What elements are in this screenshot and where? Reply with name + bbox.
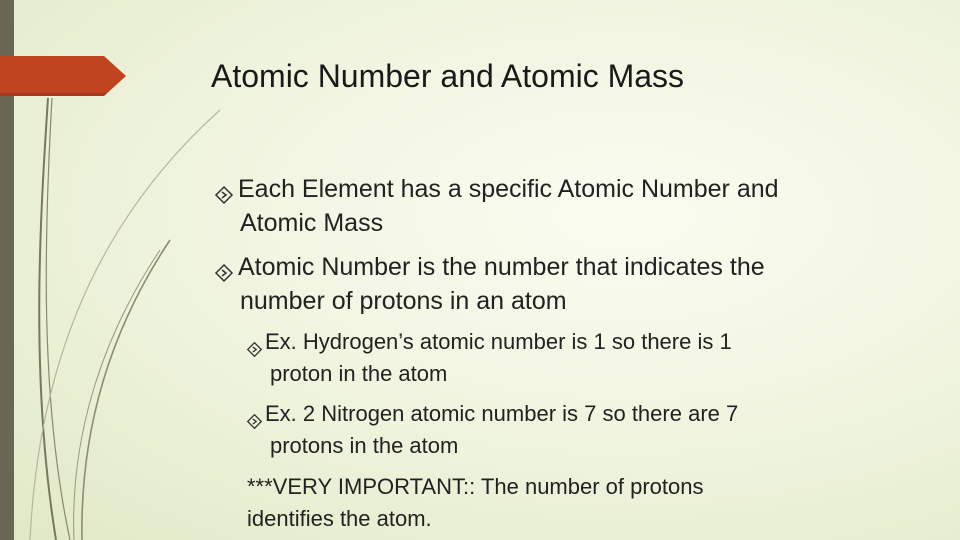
note-line-2: identifies the atom.: [247, 506, 432, 531]
slide-title: Atomic Number and Atomic Mass: [211, 58, 685, 94]
sub-bullet-text: Ex. Hydrogen’s atomic number is 1 so there is 1: [265, 329, 732, 354]
sub-bullet-text: Ex. 2 Nitrogen atomic number is 7 so there are 7: [265, 401, 739, 426]
diamond-arrow-icon: [246, 335, 263, 352]
note-line-1: ***VERY IMPORTANT:: The number of protons: [247, 474, 704, 499]
important-note: [247, 471, 867, 535]
diamond-arrow-icon: [246, 407, 263, 424]
diamond-arrow-icon: [214, 258, 234, 278]
sub-bullet-item-1: [246, 326, 866, 390]
sub-bullet-text-cont: protons in the atom: [270, 433, 459, 458]
diamond-arrow-icon: [214, 180, 234, 200]
bullet-item-2: [214, 250, 854, 318]
sub-bullet-text-cont: proton in the atom: [270, 361, 448, 386]
bullet-item-1: [214, 172, 854, 240]
bullet-text: Atomic Number is the number that indicates the: [238, 253, 765, 281]
bullet-text-cont: Atomic Mass: [240, 209, 384, 237]
bullet-text: Each Element has a specific Atomic Number and: [238, 175, 779, 203]
title-accent-tab: [0, 56, 126, 96]
sub-bullet-item-2: [246, 398, 866, 462]
bullet-text-cont: number of protons in an atom: [240, 287, 567, 315]
